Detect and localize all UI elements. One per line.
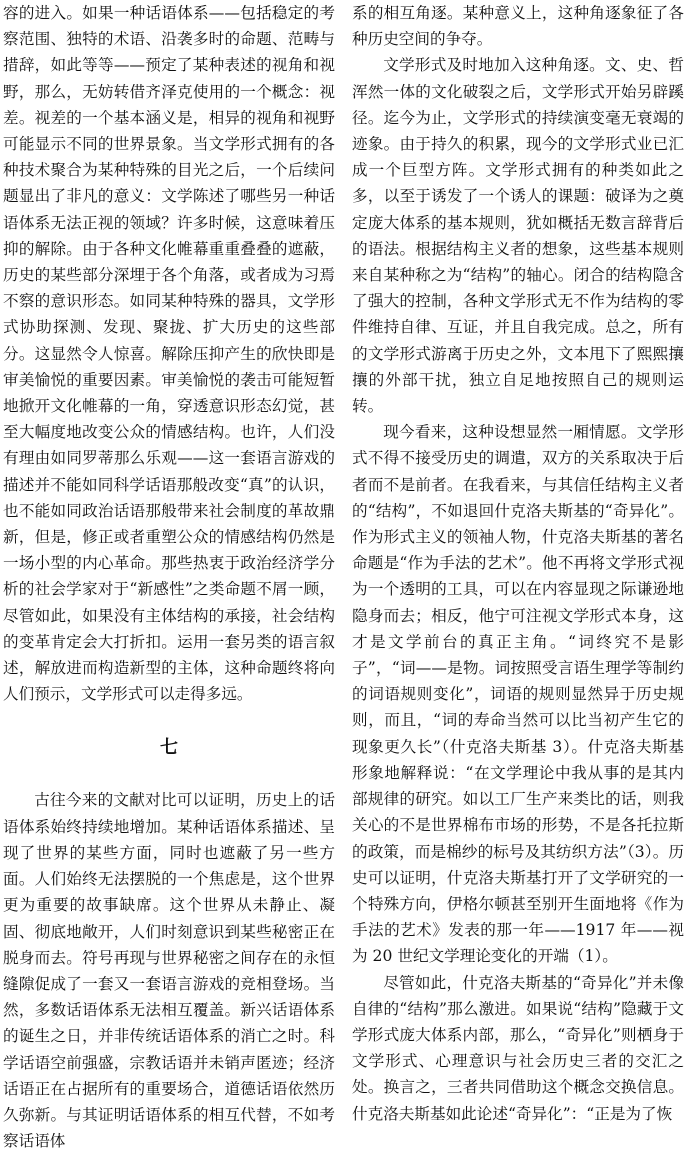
section-heading: 七	[160, 737, 178, 759]
paragraph: 尽管如此，什克洛夫斯基的“奇异化”并未像自律的“结构”那么激进。如果说“结构”隐藏于文学形式庞大体系内部，那么，“奇异化”则栖身于文学形式、心理意识与社会历史三者的交汇之处。换言之，三者共同借助这个概念交换信息。什克洛夫斯基如此论述“奇异化”：“正是为了恢	[352, 973, 684, 1123]
paragraph: 容的进入。如果一种话语体系——包括稳定的考察范围、独特的术语、沿袭多时的命题、范畴与措辞，如此等等——预定了某种表述的视角和视野，那么，无妨转借齐泽克使用的一个概念：视差。视差的一个基本涵义是，相异的视角和视野可能显示不同的世界景象。当文学形式拥有的各种技术聚合为某种特殊的目光之后，一个后续问题显出了非凡的意义：文学陈述了哪些另一种话语体系无法正视的领域？许多时候，这意味着压抑的解除。由于各种文化帷幕重重叠叠的遮蔽，历史的某些部分深埋于各个角落，或者成为习焉不察的意识形态。如同某种特殊的器具，文学形式协助探测、发现、聚拢、扩大历史的这些部分。这显然令人惊喜。解除压抑产生的欣快即是审美愉悦的重要因素。审美愉悦的袭击可能短暂地掀开文化帷幕的一角，穿透意识形态幻觉，甚至大幅度地改变公众的情感结构。也许，人们没有理由如同罗蒂那么乐观——这一套语言游戏的描述并不能如同科学话语那般改变“真”的认识，也不能如同政治话语那般带来社会制度的革故鼎新，但是，修正或者重塑公众的情感结构仍然是一场小型的内心革命。那些热衷于政治经济学分析的社会学家对于“新感性”之类命题不屑一顾，尽管如此，如果没有主体结构的承接，社会结构的变革肯定会大打折扣。运用一套另类的语言叙述，解放进而构造新型的主体，这种命题终将向人们预示，文学形式可以走得多远。	[3, 4, 335, 704]
paragraph: 现今看来，这种设想显然一厢情愿。文学形式不得不接受历史的调遣，双方的关系取决于后者而不是前者。在我看来，与其信任结构主义者的“结构”，不如退回什克洛夫斯基的“奇异化”。作为形式主义的领袖人物，什克洛夫斯基的著名命题是“作为手法的艺术”。他不再将文学形式视为一个透明的工具，可以在内容显现之际谦逊地隐身而去；相反，他宁可注视文学形式本身，这才是文学前台的真正主角。“词终究不是影子”，“词——是物。词按照受言语生理学等制约的词语规则变化”，词语的规则显然异于历史规则，而且，“词的寿命当然可以比当初产生它的现象更久长”（什克洛夫斯基 3）。什克洛夫斯基形象地解释说：“在文学理论中我从事的是其内部规律的研究。如以工厂生产来类比的话，则我关心的不是世界棉布市场的形势，不是各托拉斯的政策，而是棉纱的标号及其纺织方法”（3）。历史可以证明，什克洛夫斯基打开了文学研究的一个特殊方向，伊格尔顿甚至别开生面地将《作为手法的艺术》发表的那一年——1917 年——视为 20 世纪文学理论变化的开端（1）。	[352, 423, 684, 966]
paragraph: 文学形式及时地加入这种角逐。文、史、哲浑然一体的文化破裂之后，文学形式开始另辟蹊径。迄今为止，文学形式的持续演变毫无衰竭的迹象。由于持久的积累，现今的文学形式业已汇成一个巨型方阵。文学形式拥有的种类如此之多，以至于诱发了一个诱人的课题：破译为之奠定庞大体系的基本规则，犹如概括无数言辞背后的语法。根据结构主义者的想象，这些基本规则来自某种称之为“结构”的轴心。闭合的结构隐含了强大的控制，各种文学形式无不作为结构的零件维持自律、互证，并且自我完成。总之，所有的文学形式游离于历史之外，文本甩下了熙熙攘攘的外部干扰，独立自足地按照自己的规则运转。	[352, 56, 684, 416]
left-column	[3, 0, 335, 1154]
paragraph: 古往今来的文献对比可以证明，历史上的话语体系始终持续地增加。某种话语体系描述、呈现了世界的某些方面，同时也遮蔽了另一些方面。人们始终无法摆脱的一个焦虑是，这个世界更为重要的故事缺席。这个世界从未静止、凝固、彻底地敞开，人们时刻意识到某些秘密正在脱身而去。符号再现与世界秘密之间存在的永恒缝隙促成了一套又一套语言游戏的竞相登场。当然，多数话语体系无法相互覆盖。新兴话语体系的诞生之日，并非传统话语体系的消亡之时。科学话语空前强盛，宗教话语并未销声匿迹；经济话语正在占据所有的重要场合，道德话语依然历久弥新。与其证明话语体系的相互代替，不如考察话语体	[3, 791, 335, 1151]
right-column	[352, 0, 684, 1127]
paragraph: 系的相互角逐。某种意义上，这种角逐象征了各种历史空间的争夺。	[352, 4, 684, 49]
